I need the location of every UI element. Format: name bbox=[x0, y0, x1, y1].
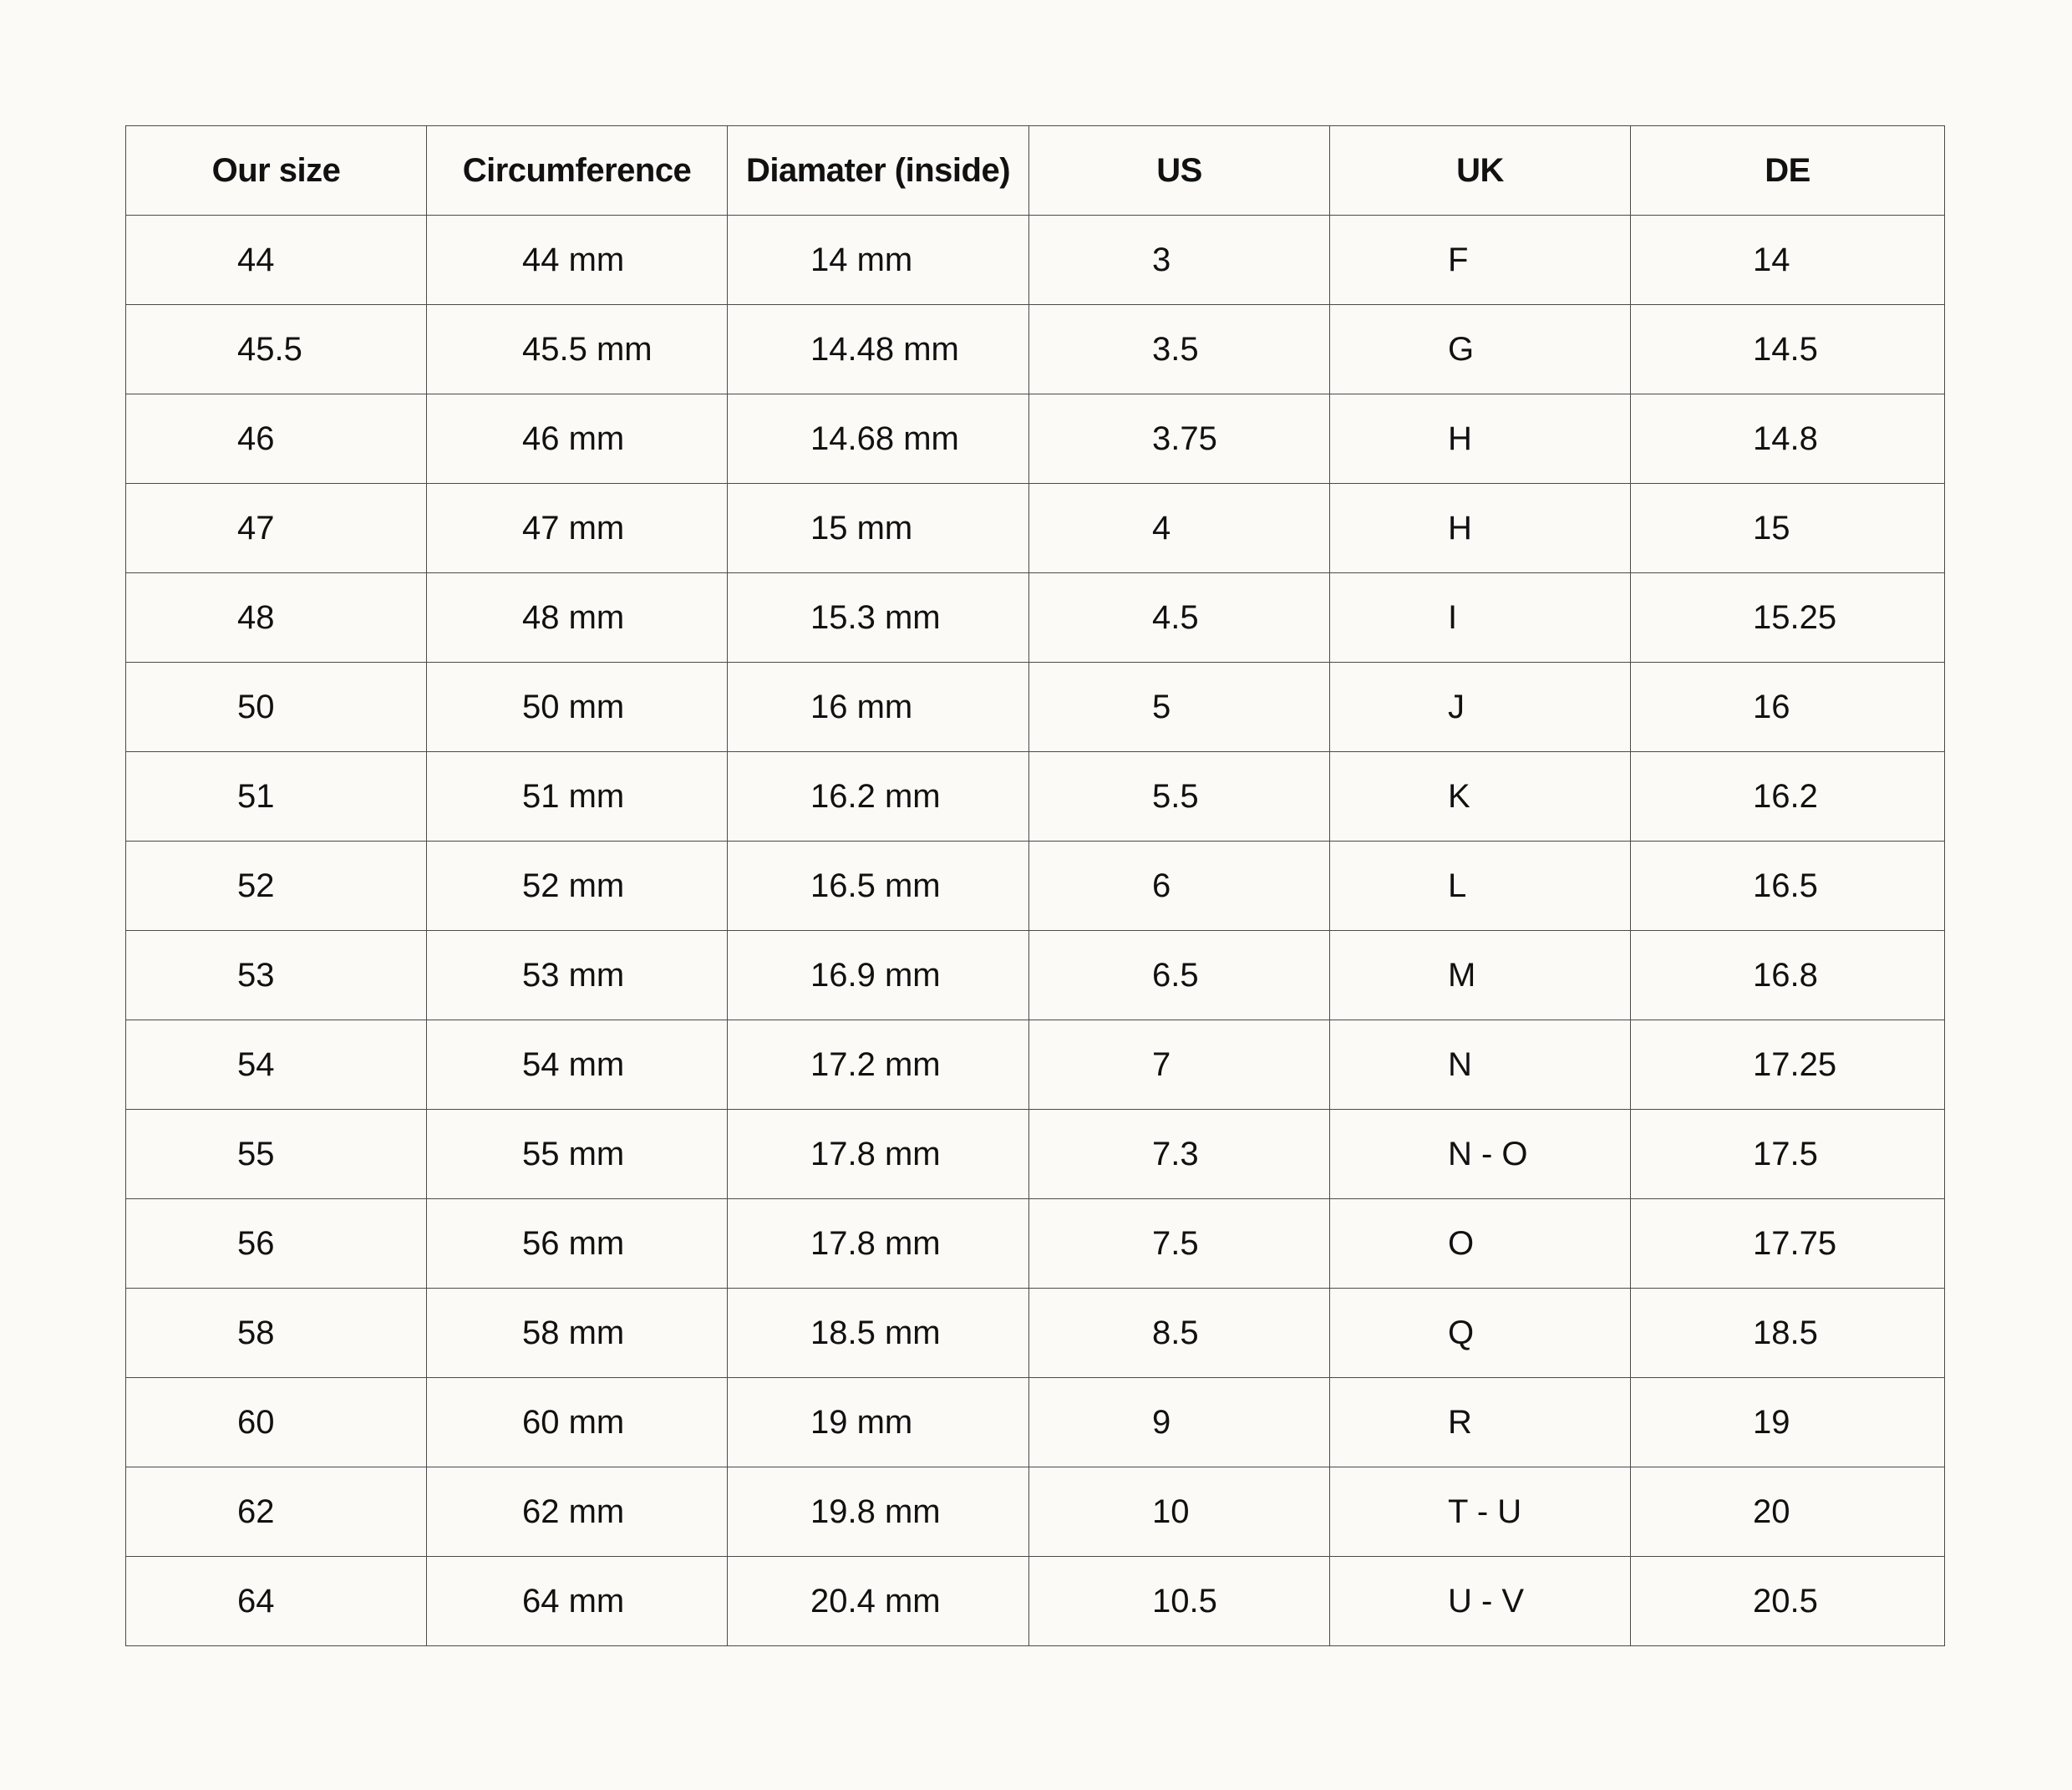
cell-circumference: 51 mm bbox=[427, 752, 728, 842]
cell-diameter: 15.3 mm bbox=[728, 573, 1029, 663]
cell-us: 7.3 bbox=[1029, 1110, 1330, 1199]
cell-circumference: 62 mm bbox=[427, 1467, 728, 1557]
cell-circumference: 44 mm bbox=[427, 216, 728, 305]
cell-de: 20.5 bbox=[1631, 1557, 1945, 1646]
cell-uk: N - O bbox=[1330, 1110, 1631, 1199]
cell-our-size: 60 bbox=[126, 1378, 427, 1467]
cell-de: 20 bbox=[1631, 1467, 1945, 1557]
cell-diameter: 16.9 mm bbox=[728, 931, 1029, 1020]
cell-de: 16 bbox=[1631, 663, 1945, 752]
cell-us: 7 bbox=[1029, 1020, 1330, 1110]
cell-uk: H bbox=[1330, 484, 1631, 573]
cell-diameter: 16 mm bbox=[728, 663, 1029, 752]
cell-de: 14 bbox=[1631, 216, 1945, 305]
cell-circumference: 64 mm bbox=[427, 1557, 728, 1646]
header-row bbox=[126, 126, 1945, 216]
cell-uk: M bbox=[1330, 931, 1631, 1020]
cell-uk: K bbox=[1330, 752, 1631, 842]
table-row bbox=[126, 842, 1945, 931]
cell-circumference: 52 mm bbox=[427, 842, 728, 931]
table-row bbox=[126, 752, 1945, 842]
cell-our-size: 54 bbox=[126, 1020, 427, 1110]
cell-de: 16.2 bbox=[1631, 752, 1945, 842]
cell-uk: I bbox=[1330, 573, 1631, 663]
cell-de: 17.25 bbox=[1631, 1020, 1945, 1110]
cell-us: 4 bbox=[1029, 484, 1330, 573]
cell-us: 4.5 bbox=[1029, 573, 1330, 663]
cell-us: 5.5 bbox=[1029, 752, 1330, 842]
header-us: US bbox=[1029, 126, 1330, 216]
cell-de: 14.5 bbox=[1631, 305, 1945, 394]
cell-our-size: 51 bbox=[126, 752, 427, 842]
cell-circumference: 55 mm bbox=[427, 1110, 728, 1199]
cell-diameter: 15 mm bbox=[728, 484, 1029, 573]
cell-de: 17.5 bbox=[1631, 1110, 1945, 1199]
cell-circumference: 47 mm bbox=[427, 484, 728, 573]
cell-us: 3 bbox=[1029, 216, 1330, 305]
cell-diameter: 16.2 mm bbox=[728, 752, 1029, 842]
cell-us: 7.5 bbox=[1029, 1199, 1330, 1289]
header-diameter: Diamater (inside) bbox=[728, 126, 1029, 216]
cell-de: 15 bbox=[1631, 484, 1945, 573]
table-row bbox=[126, 931, 1945, 1020]
cell-circumference: 50 mm bbox=[427, 663, 728, 752]
cell-de: 15.25 bbox=[1631, 573, 1945, 663]
cell-diameter: 17.2 mm bbox=[728, 1020, 1029, 1110]
cell-uk: H bbox=[1330, 394, 1631, 484]
table-row bbox=[126, 216, 1945, 305]
cell-uk: N bbox=[1330, 1020, 1631, 1110]
cell-our-size: 55 bbox=[126, 1110, 427, 1199]
cell-diameter: 14.68 mm bbox=[728, 394, 1029, 484]
cell-our-size: 64 bbox=[126, 1557, 427, 1646]
cell-us: 3.75 bbox=[1029, 394, 1330, 484]
cell-us: 10.5 bbox=[1029, 1557, 1330, 1646]
cell-uk: O bbox=[1330, 1199, 1631, 1289]
cell-our-size: 53 bbox=[126, 931, 427, 1020]
cell-our-size: 48 bbox=[126, 573, 427, 663]
cell-diameter: 20.4 mm bbox=[728, 1557, 1029, 1646]
cell-diameter: 14 mm bbox=[728, 216, 1029, 305]
cell-our-size: 52 bbox=[126, 842, 427, 931]
cell-uk: Q bbox=[1330, 1289, 1631, 1378]
cell-de: 18.5 bbox=[1631, 1289, 1945, 1378]
cell-our-size: 44 bbox=[126, 216, 427, 305]
table-row bbox=[126, 1378, 1945, 1467]
table-body bbox=[126, 216, 1945, 1646]
cell-uk: L bbox=[1330, 842, 1631, 931]
cell-uk: T - U bbox=[1330, 1467, 1631, 1557]
table-row bbox=[126, 1557, 1945, 1646]
cell-us: 3.5 bbox=[1029, 305, 1330, 394]
cell-us: 5 bbox=[1029, 663, 1330, 752]
table-row bbox=[126, 663, 1945, 752]
cell-uk: G bbox=[1330, 305, 1631, 394]
table-row bbox=[126, 1289, 1945, 1378]
cell-diameter: 17.8 mm bbox=[728, 1110, 1029, 1199]
cell-us: 6.5 bbox=[1029, 931, 1330, 1020]
cell-de: 19 bbox=[1631, 1378, 1945, 1467]
cell-uk: U - V bbox=[1330, 1557, 1631, 1646]
cell-circumference: 48 mm bbox=[427, 573, 728, 663]
cell-uk: J bbox=[1330, 663, 1631, 752]
table-row bbox=[126, 1199, 1945, 1289]
cell-us: 6 bbox=[1029, 842, 1330, 931]
cell-de: 16.8 bbox=[1631, 931, 1945, 1020]
ring-size-table bbox=[125, 125, 1945, 1646]
cell-diameter: 19.8 mm bbox=[728, 1467, 1029, 1557]
cell-uk: F bbox=[1330, 216, 1631, 305]
cell-us: 8.5 bbox=[1029, 1289, 1330, 1378]
table-row bbox=[126, 573, 1945, 663]
cell-uk: R bbox=[1330, 1378, 1631, 1467]
cell-diameter: 19 mm bbox=[728, 1378, 1029, 1467]
cell-our-size: 58 bbox=[126, 1289, 427, 1378]
cell-diameter: 18.5 mm bbox=[728, 1289, 1029, 1378]
header-uk: UK bbox=[1330, 126, 1631, 216]
table-row bbox=[126, 305, 1945, 394]
table-row bbox=[126, 484, 1945, 573]
cell-diameter: 14.48 mm bbox=[728, 305, 1029, 394]
header-de: DE bbox=[1631, 126, 1945, 216]
cell-us: 9 bbox=[1029, 1378, 1330, 1467]
cell-circumference: 53 mm bbox=[427, 931, 728, 1020]
header-circumference: Circumference bbox=[427, 126, 728, 216]
cell-our-size: 50 bbox=[126, 663, 427, 752]
cell-us: 10 bbox=[1029, 1467, 1330, 1557]
cell-our-size: 45.5 bbox=[126, 305, 427, 394]
cell-our-size: 46 bbox=[126, 394, 427, 484]
cell-circumference: 45.5 mm bbox=[427, 305, 728, 394]
table-row bbox=[126, 394, 1945, 484]
table-header bbox=[126, 126, 1945, 216]
cell-de: 16.5 bbox=[1631, 842, 1945, 931]
cell-circumference: 46 mm bbox=[427, 394, 728, 484]
table-row bbox=[126, 1020, 1945, 1110]
cell-circumference: 54 mm bbox=[427, 1020, 728, 1110]
cell-circumference: 56 mm bbox=[427, 1199, 728, 1289]
table-row bbox=[126, 1110, 1945, 1199]
cell-de: 17.75 bbox=[1631, 1199, 1945, 1289]
cell-circumference: 58 mm bbox=[427, 1289, 728, 1378]
cell-de: 14.8 bbox=[1631, 394, 1945, 484]
cell-diameter: 17.8 mm bbox=[728, 1199, 1029, 1289]
table-row bbox=[126, 1467, 1945, 1557]
cell-our-size: 56 bbox=[126, 1199, 427, 1289]
header-our-size: Our size bbox=[126, 126, 427, 216]
cell-diameter: 16.5 mm bbox=[728, 842, 1029, 931]
cell-our-size: 47 bbox=[126, 484, 427, 573]
cell-circumference: 60 mm bbox=[427, 1378, 728, 1467]
cell-our-size: 62 bbox=[126, 1467, 427, 1557]
